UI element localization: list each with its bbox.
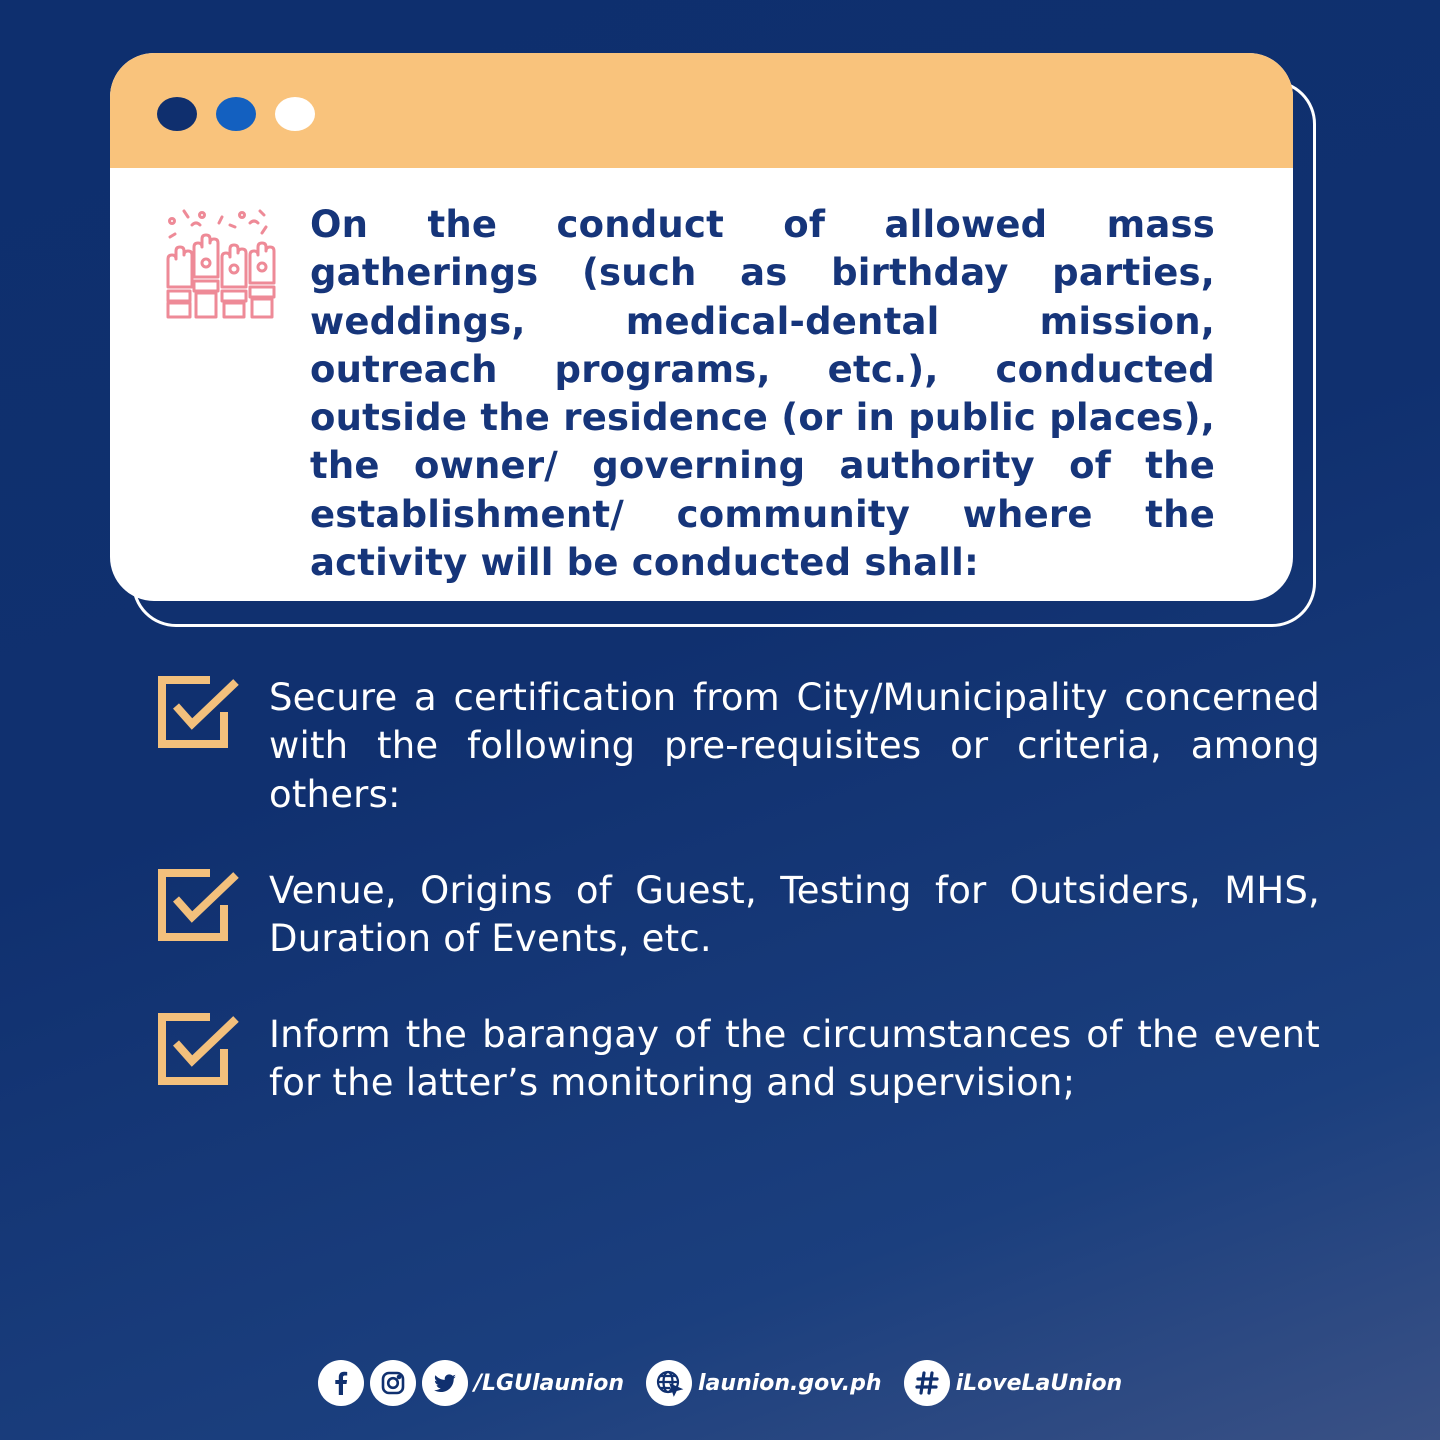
twitter-icon[interactable] [422,1360,468,1406]
window-dot-blue [216,97,256,131]
card-body-text: On the conduct of allowed mass gatherings (such as birthday parties, weddings, medical-dental mission, outreach programs, etc.), conducted outside the residence (or in public places), the owner/ governing authority of the establishment/ community where the activity will be conducted shall: [310,203,1215,585]
instagram-icon[interactable] [370,1360,416,1406]
window-dot-dark [157,97,197,131]
list-item [158,674,1320,819]
info-card [110,53,1293,601]
social-handle[interactable]: /LGUlaunion [474,1370,625,1396]
hashtag-icon [904,1360,950,1406]
card-header [110,53,1293,168]
footer [318,1358,1144,1408]
checkbox-icon [158,869,242,941]
checkbox-icon [158,676,242,748]
checkbox-icon [158,1013,242,1085]
list-item [158,867,1320,964]
list-item [158,1011,1320,1108]
raised-hands-celebration-icon [162,207,278,319]
globe-icon [646,1360,692,1406]
list-item-text: Secure a certification from City/Municipality concerned with the following pre-requisites or criteria, among others: [269,676,1320,816]
website-link[interactable]: launion.gov.ph [698,1370,882,1396]
facebook-icon[interactable] [318,1360,364,1406]
list-item-text: Venue, Origins of Guest, Testing for Outsiders, MHS, Duration of Events, etc. [269,869,1320,961]
hashtag-text[interactable]: iLoveLaUnion [955,1370,1123,1396]
window-dot-white [275,97,315,131]
list-item-text: Inform the barangay of the circumstances of the event for the latter’s monitoring and supervision; [269,1013,1320,1105]
